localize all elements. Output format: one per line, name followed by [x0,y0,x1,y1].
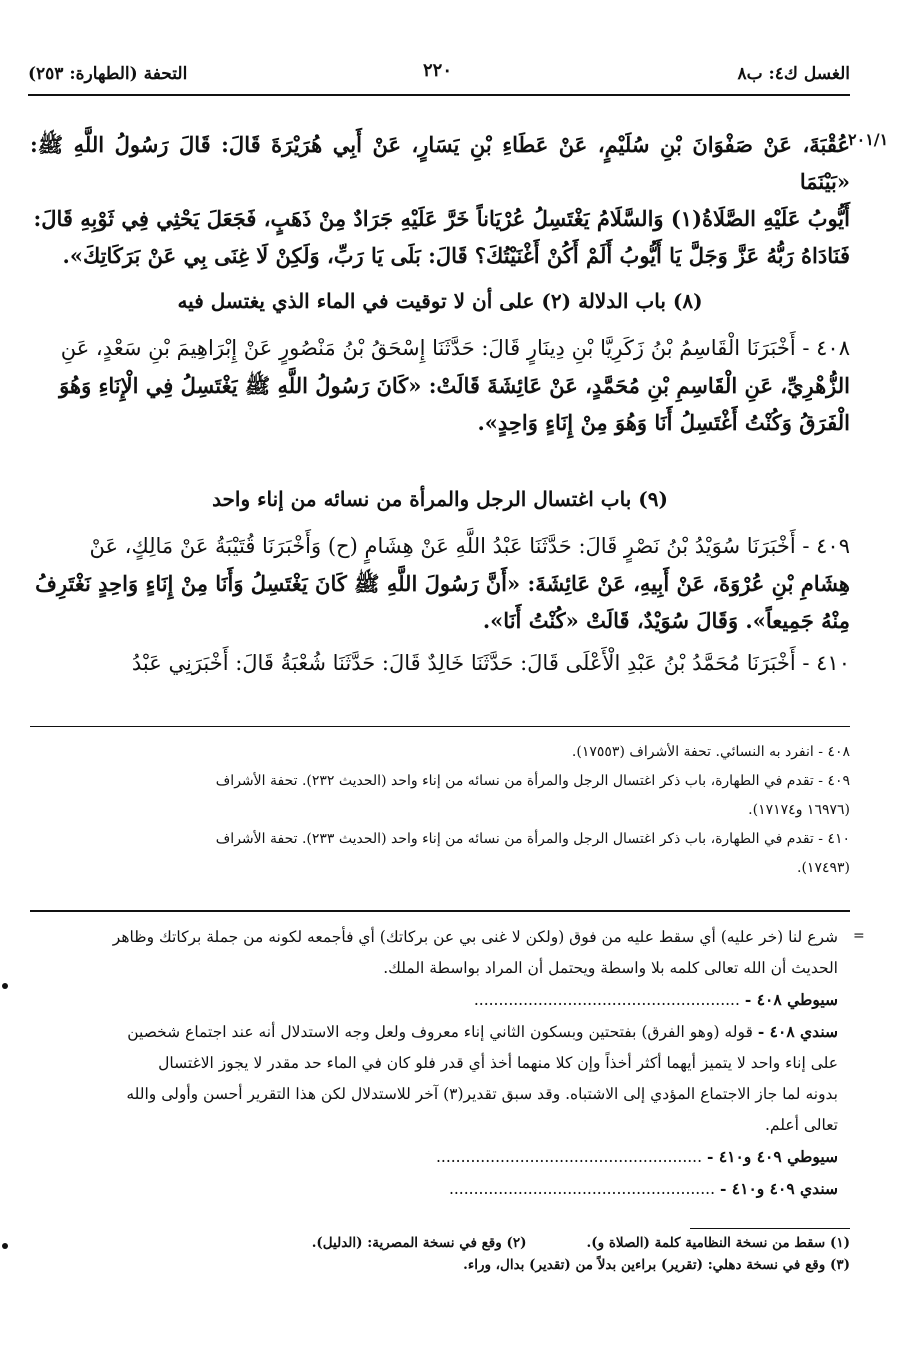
header-tuhfa-ref: التحفة (الطهارة: ٢٥٣) [28,64,188,84]
suyuti-409-line [30,1141,838,1173]
text-line: أَيُّوبُ عَلَيْهِ الصَّلَاةُ(١) وَالسَّلَامُ يَغْتَسِلُ عُرْيَاناً خَرَّ عَلَيْهِ جَرَادٌ مِنْ ذَهَبٍ، فَجَعَلَ يَحْثِي فِي ثَوْبِهِ قَالَ: [33,206,850,231]
text-line: ٤٠٨ - أَخْبَرَنَا الْقَاسِمُ بْنُ زَكَرِيَّا بْنِ دِينَارٍ قَالَ: حَدَّثَنَا إِسْحَقُ بْنُ مَنْصُورٍ عَنْ إِبْرَاهِيمَ بْنِ سَعْدٍ، عَنِ [60,336,850,360]
footnote-row [30,1232,850,1254]
text-line: فَنَادَاهُ رَبُّهُ عَزَّ وَجَلَّ يَا أَيُّوبُ أَلَمْ أَكُنْ أَغْنَيْتُكَ؟ قَالَ: بَلَى يَا رَبِّ، وَلَكِنْ لَا غِنَى بِي عَنْ بَرَكَاتِكَ». [62,243,850,268]
footnote-3: (٣) وقع في نسخة دهلي: (تقرير) براءين بدلاً من (تقدير) بدال، وراء. [463,1257,850,1273]
note-line: ٤٠٨ - انفرد به النسائي. تحفة الأشراف (١٧٥٥٣). [571,744,850,760]
sindi-409-line [30,1173,838,1205]
suyuti-409-label: سيوطي ٤٠٩ و٤١٠ - [706,1147,838,1166]
text-line: الْفَرَقُ وَكُنْتُ أَغْتَسِلُ أَنَا وَهُوَ مِنْ إِنَاءٍ وَاحِدٍ». [477,410,850,435]
suyuti-408-label: سيوطي ٤٠٨ - [744,990,838,1009]
section-9-heading: (٩) باب اغتسال الرجل والمرأة من نسائه من إناء واحد [212,487,668,511]
note-line: ٤٠٩ - تقدم في الطهارة، باب ذكر اغتسال الرجل والمرأة من نسائه من إناء واحد (الحديث ٢٣٢). تحفة الأشراف [215,773,850,789]
commentary [30,922,838,1205]
text-line: الزُّهْرِيِّ، عَنِ الْقَاسِمِ بْنِ مُحَمَّدٍ، عَنْ عَائِشَةَ قَالَتْ: «كَانَ رَسُولُ اللَّهِ ﷺ يَغْتَسِلُ فِي الْإِنَاءِ وَهُوَ [59,373,850,398]
text-line: ٤١٠ - أَخْبَرَنَا مُحَمَّدُ بْنُ عَبْدِ الْأَعْلَى قَالَ: حَدَّثَنَا خَالِدٌ قَالَ: حَدَّثَنَا شُعْبَةُ قَالَ: أَخْبَرَنِي عَبْدُ [131,651,850,675]
intro-hadith [30,126,850,274]
note-line: (١٦٩٧٦ و١٧١٧٤). [748,802,850,818]
takhrij-rule [30,726,850,727]
section-8-heading: (٨) باب الدلالة (٢) على أن لا توقيت في الماء الذي يغتسل فيه [177,289,703,313]
note-line: (١٧٤٩٣). [797,860,850,876]
dotted-leader: ...................................................... [473,991,740,1009]
commentary-line: الحديث أن الله تعالى كلمه بلا واسطة ويحتمل أن المراد بواسطة الملك. [383,959,838,977]
hadith-408 [30,330,850,441]
text-line: عُقْبَةَ، عَنْ صَفْوَانَ بْنِ سُلَيْمٍ، عَنْ عَطَاءِ بْنِ يَسَارٍ، عَنْ أَبِي هُرَيْرَةَ قَالَ: قَالَ رَسُولُ اللَّهِ ﷺ: «بَيْنَمَا [30,132,850,194]
footnote-rule [690,1228,850,1229]
takhrij-notes [30,738,850,883]
text-line: مِنْهُ جَمِيعاً». وَقَالَ سُوَيْدٌ، قَالَتْ «كُنْتُ أَنَا». [482,608,850,633]
commentary-line: على إناء واحد لا يتميز أيهما أكثر أخذاً وإن كلا منهما أخذ أي قدر فلو كان في الماء حد مقدر لا يجوز الاغتسال [158,1054,838,1072]
margin-dot [2,1243,8,1249]
page-header [28,60,850,90]
sindi-409-label: سندي ٤٠٩ و٤١٠ - [719,1179,838,1198]
commentary-text: قوله (وهو الفرق) بفتحتين وبسكون الثاني إناء معروف ولعل وجه الاستدلال أنه عند اجتماع شخصين [127,1023,753,1041]
commentary-line: بدونه لما جاز الاجتماع المؤدي إلى الاشتباه. وقد سبق تقدير(٣) آخر للاستدلال لكن هذا التقرير أحسن وأولى والله [126,1085,838,1103]
header-rule [28,94,850,96]
commentary-line: شرع لنا (خر عليه) أي سقط عليه من فوق (ولكن لا غنى بي عن بركاتك) أي فأجمعه لكونه من جملة بركاتك وظاهر [112,928,838,946]
footnote-2: (٢) وقع في نسخة المصرية: (الدليل). [311,1235,527,1251]
continuation-mark: = [853,928,865,944]
dotted-leader: ...................................................... [435,1148,703,1166]
margin-dot [2,983,8,989]
note-line: ٤١٠ - تقدم في الطهارة، باب ذكر اغتسال الرجل والمرأة من نسائه من إناء واحد (الحديث ٢٣٣). تحفة الأشراف [215,831,850,847]
footnote-1: (١) سقط من نسخة النظامية كلمة (الصلاة و). [586,1235,850,1251]
suyuti-408-line [30,984,838,1016]
page-number: ٢٢٠ [423,60,453,81]
commentary-line: تعالى أعلم. [764,1116,838,1134]
footnotes [30,1232,850,1276]
dotted-leader: ...................................................... [448,1180,716,1198]
commentary-rule [30,910,850,912]
sindi-408-label: سندي ٤٠٨ - [757,1022,838,1041]
text-line: هِشَامِ بْنِ عُرْوَةَ، عَنْ أَبِيهِ، عَنْ عَائِشَةَ: «أَنَّ رَسُولَ اللَّهِ ﷺ كَانَ يَغْتَسِلُ وَأَنَا مِنْ إِنَاءٍ وَاحِدٍ نَغْتَرِفُ [35,571,850,596]
text-line: ٤٠٩ - أَخْبَرَنَا سُوَيْدُ بْنُ نَصْرٍ قَالَ: حَدَّثَنَا عَبْدُ اللَّهِ عَنْ هِشَامٍ (ح) وَأَخْبَرَنَا قُتَيْبَةُ عَنْ مَالِكٍ، عَنْ [89,534,850,558]
header-chapter: الغسل ك٤: ب٨ [737,64,850,84]
sindi-408-line [30,1016,838,1048]
margin-number: ٢٠١/١ [848,130,889,149]
hadith-409-410 [30,528,850,682]
